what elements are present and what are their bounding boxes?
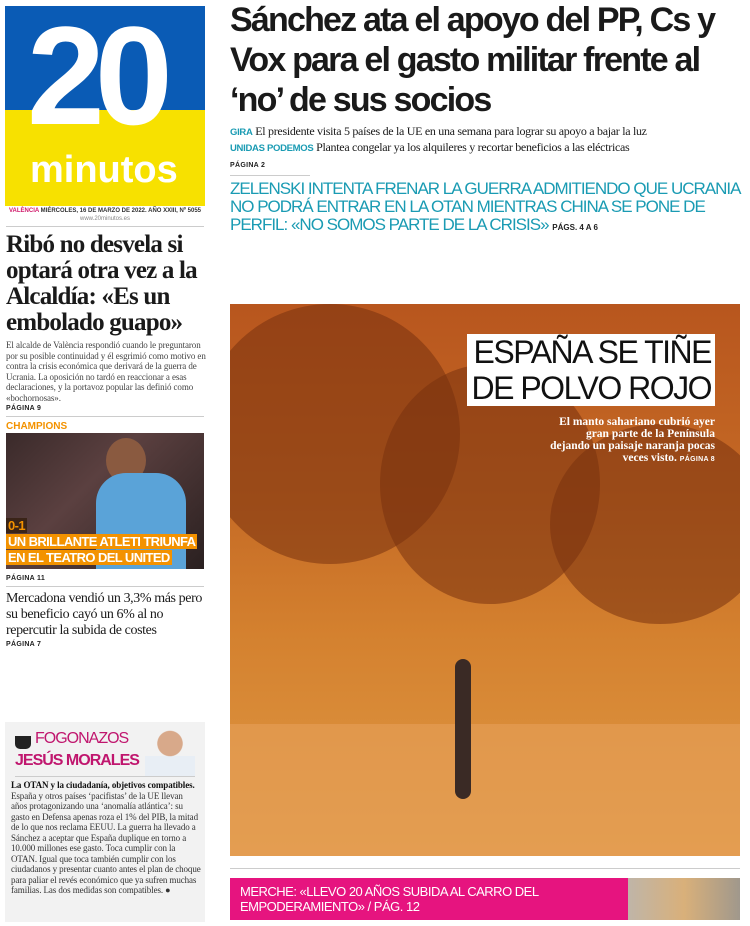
merche-banner[interactable]: [230, 878, 740, 920]
lead-sub-2: [230, 140, 745, 156]
right-column: [230, 0, 745, 234]
ribo-headline: Ribó no desvela si optará otra vez a la Alcaldía: «Es un embolado guapo»: [6, 231, 197, 336]
coffee-cup-icon: [15, 736, 31, 749]
zelenski-headline: [230, 180, 745, 234]
divider: [6, 416, 204, 417]
page-ref: PÁGS. 4 A 6: [552, 223, 598, 232]
title-line: DE POLVO ROJO: [471, 370, 711, 406]
page-ref: PÁGINA 8: [679, 456, 715, 463]
headline-line: ZELENSKI INTENTA FRENAR LA GUERRA ADMITIENDO QUE UCRANIA NO PODRÁ ENTRAR EN: [230, 179, 740, 216]
divider: [230, 868, 740, 869]
headline-line: frente al ‘no’ de sus socios: [230, 41, 700, 119]
logo-word: minutos: [30, 149, 178, 191]
title-line: ESPAÑA SE TIÑE: [473, 334, 711, 370]
mercadona-headline: Mercadona vendió un 3,3% más pero su beneficio cayó un 6% al no repercutir la subida de costes: [6, 591, 202, 638]
lead-headline: [230, 0, 745, 120]
column-body: España y otros países ‘pacifistas’ de la UE llevan años protagonizando una ‘anomalía atlántica’: su gasto en Defensa apenas roza el 1% del PIB, la mitad de lo que nos reclama EEUU. La guerra ha llevado a Sánchez a aceptar que España duplique en torno a 10.000 millones ese gasto. Toca cumplir con la OTAN. Igual que toca también cumplir con los ciudadanos y presentar cuanto antes el plan de choque para paliar el revés económico que ya sufren muchas familias. Las dos medidas son compatibles. ●: [11, 790, 201, 895]
score: 0-1: [8, 518, 25, 533]
headline-line: Sánchez ata el apoyo del PP,: [230, 1, 642, 39]
sub-text: Plantea congelar ya los alquileres y recortar beneficios a las eléctricas: [316, 140, 630, 154]
page-ref: PÁGINA 9: [6, 405, 42, 412]
column-lead: La OTAN y la ciudadanía, objetivos compatibles.: [11, 780, 195, 790]
masthead-logo: [5, 0, 205, 206]
author-name: JESÚS MORALES: [15, 752, 139, 769]
sub-label: GIRA: [230, 127, 253, 138]
section-label: CHAMPIONS: [6, 421, 68, 432]
ribo-body: El alcalde de València respondió cuando le preguntaron por su posible continuidad y él esgrimió como motivo en contra la crisis económica que derivará de la guerra de Ucrania. La oposición no tardó en reaccionar a esas declaraciones, y la portavoz popular las definió como «bochornosas».: [6, 340, 206, 403]
sub-text: El presidente visita 5 países de la UE en una semana para lograr su apoyo a bajar la luz: [255, 124, 647, 138]
divider: [15, 776, 195, 777]
banner-text: MERCHE: «LLEVO 20 AÑOS SUBIDA AL CARRO DEL EMPODERAMIENTO» / PÁG. 12: [240, 884, 539, 914]
site-url: www.20minutos.es: [79, 216, 131, 222]
date: MIÉRCOLES, 16 DE MARZO DE 2022. AÑO XXIII, Nº 5055: [40, 208, 202, 214]
fogonazos-column: [5, 722, 205, 922]
city: VALÈNCIA: [8, 208, 39, 214]
divider: [230, 175, 310, 176]
sub-label: UNIDAS PODEMOS: [230, 143, 314, 154]
left-column: [6, 232, 206, 648]
headline-line: EN EL TEATRO DEL UNITED: [8, 550, 170, 565]
merche-photo: [628, 878, 740, 920]
page-ref: PÁGINA 7: [6, 641, 42, 648]
walking-person: [455, 659, 471, 799]
page-ref: PÁGINA 2: [230, 162, 266, 169]
logo-number: 20: [27, 0, 163, 154]
headline-line: LA OTAN MIENTRAS CHINA SE PONE DE PERFIL: «NO SOMOS PARTE DE LA CRISIS»: [230, 197, 705, 234]
page-ref: PÁGINA 11: [6, 575, 46, 582]
author-photo: [145, 726, 195, 776]
divider: [6, 226, 204, 227]
headline-line: Cs y Vox para el gasto militar: [230, 1, 715, 79]
dateline: [5, 208, 205, 214]
headline-line: UN BRILLANTE ATLETI TRIUNFA: [8, 534, 196, 549]
column-title: FOGONAZOS: [35, 730, 129, 747]
caption-text: El manto sahariano cubrió ayer gran parte de la Península dejando un paisaje naranja pocas veces visto.: [550, 416, 715, 464]
lead-sub-1: [230, 124, 745, 140]
champions-photo[interactable]: [6, 433, 204, 569]
photo-title: [467, 334, 715, 406]
photo-caption: [545, 416, 715, 464]
dust-photo[interactable]: [230, 304, 740, 856]
divider: [6, 586, 204, 587]
